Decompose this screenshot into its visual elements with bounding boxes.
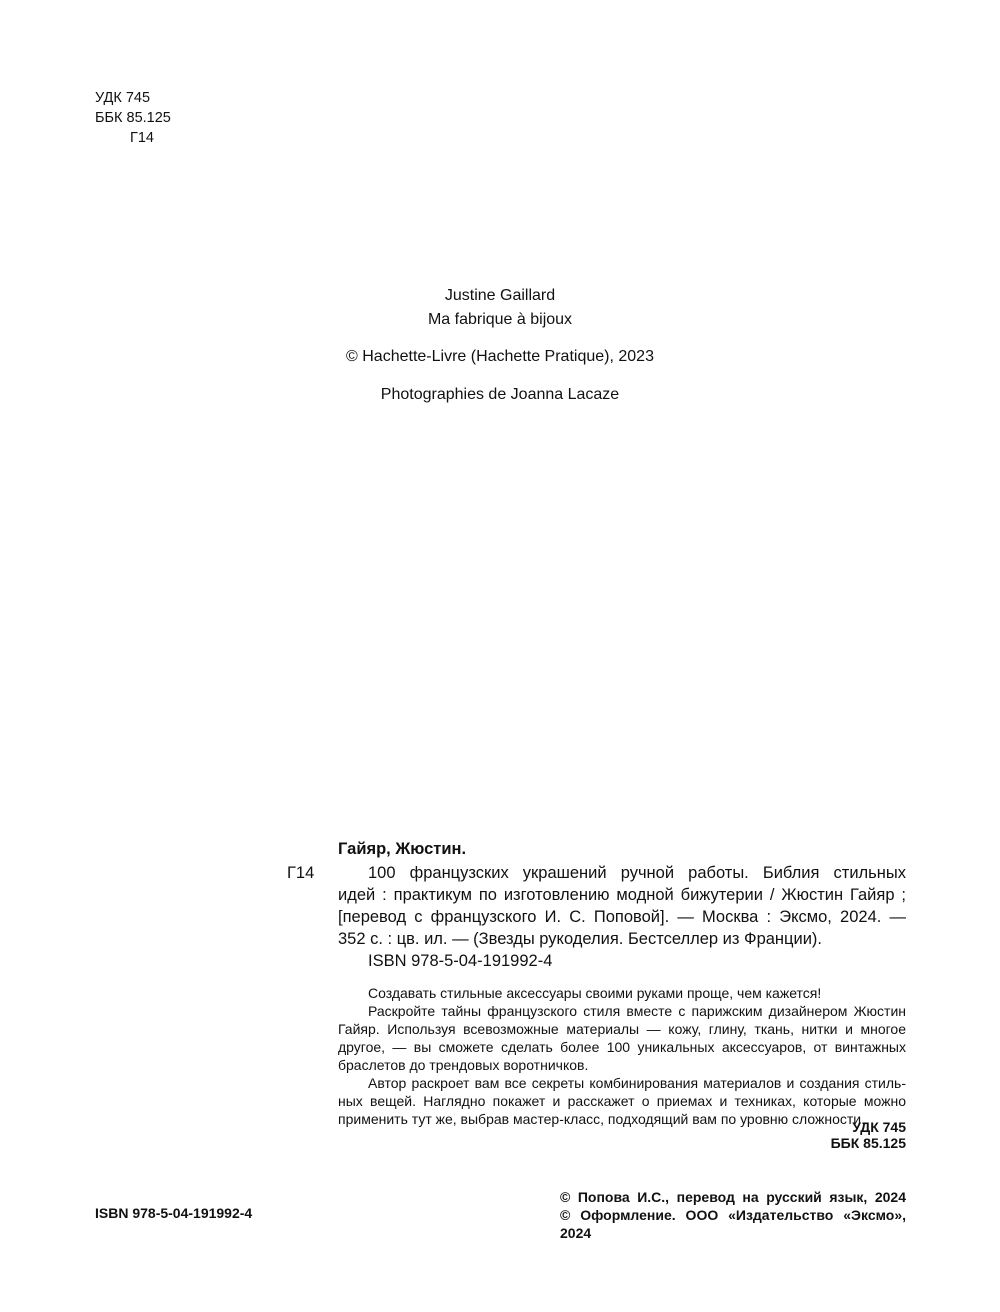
footer-isbn: ISBN 978-5-04-191992-4 bbox=[95, 1205, 253, 1221]
annotation-line: Автор раскроет вам все секреты комбинирования материалов и создания стиль- bbox=[368, 1075, 906, 1091]
annotation-line: ных вещей. Наглядно покажет и расскажет о приемах и техниках, которые можно bbox=[338, 1093, 906, 1109]
description-line: 100 французских украшений ручной работы. Библия стильных bbox=[368, 864, 906, 882]
author-mark: Г14 bbox=[130, 130, 154, 146]
original-author: Justine Gaillard bbox=[444, 287, 556, 304]
record-description bbox=[338, 862, 906, 950]
record-author-mark: Г14 bbox=[287, 864, 315, 882]
original-title: Ma fabrique à bijoux bbox=[427, 311, 573, 328]
copyright-design: © Оформление. ООО «Издательство «Эксмо», 2024 bbox=[560, 1207, 906, 1241]
annotation-line: Гайяр. Используя всевозможные материалы — кожу, глину, ткань, нитки и многое bbox=[338, 1021, 906, 1037]
annotation-line: браслетов до трендовых воротничков. bbox=[338, 1057, 589, 1073]
udk-code: УДК 745 bbox=[95, 90, 151, 106]
annotation-line: Создавать стильные аксессуары своими руками проще, чем кажется! bbox=[368, 985, 822, 1001]
original-copyright: © Hachette-Livre (Hachette Pratique), 2023 bbox=[346, 348, 654, 365]
annotation-line: применить тут же, выбрав мастер-класс, подходящий вам по уровню сложности. bbox=[338, 1111, 866, 1127]
record-heading: Гайяр, Жюстин. bbox=[338, 840, 467, 858]
record-udk: УДК 745 bbox=[852, 1119, 906, 1135]
description-line: идей : практикум по изготовлению модной бижутерии / Жюстин Гайяр ; bbox=[338, 886, 906, 904]
copyright-translation: © Попова И.С., перевод на русский язык, 2024 bbox=[560, 1189, 906, 1205]
description-line: 352 с. : цв. ил. — (Звезды рукоделия. Бестселлер из Франции). bbox=[338, 930, 823, 948]
footer-copyrights bbox=[560, 1188, 906, 1242]
photo-credit: Photographies de Joanna Lacaze bbox=[380, 386, 620, 403]
record-isbn: ISBN 978-5-04-191992-4 bbox=[368, 952, 553, 970]
description-line: [перевод с французского И. С. Поповой]. — Москва : Эксмо, 2024. — bbox=[338, 908, 906, 926]
record-bbk: ББК 85.125 bbox=[830, 1135, 906, 1151]
annotation-line: другое, — вы сможете сделать более 100 уникальных аксессуаров, от винтажных bbox=[338, 1039, 906, 1055]
annotation bbox=[338, 984, 906, 1128]
annotation-line: Раскройте тайны французского стиля вместе с парижским дизайнером Жюстин bbox=[368, 1003, 906, 1019]
bbk-code: ББК 85.125 bbox=[95, 110, 171, 126]
